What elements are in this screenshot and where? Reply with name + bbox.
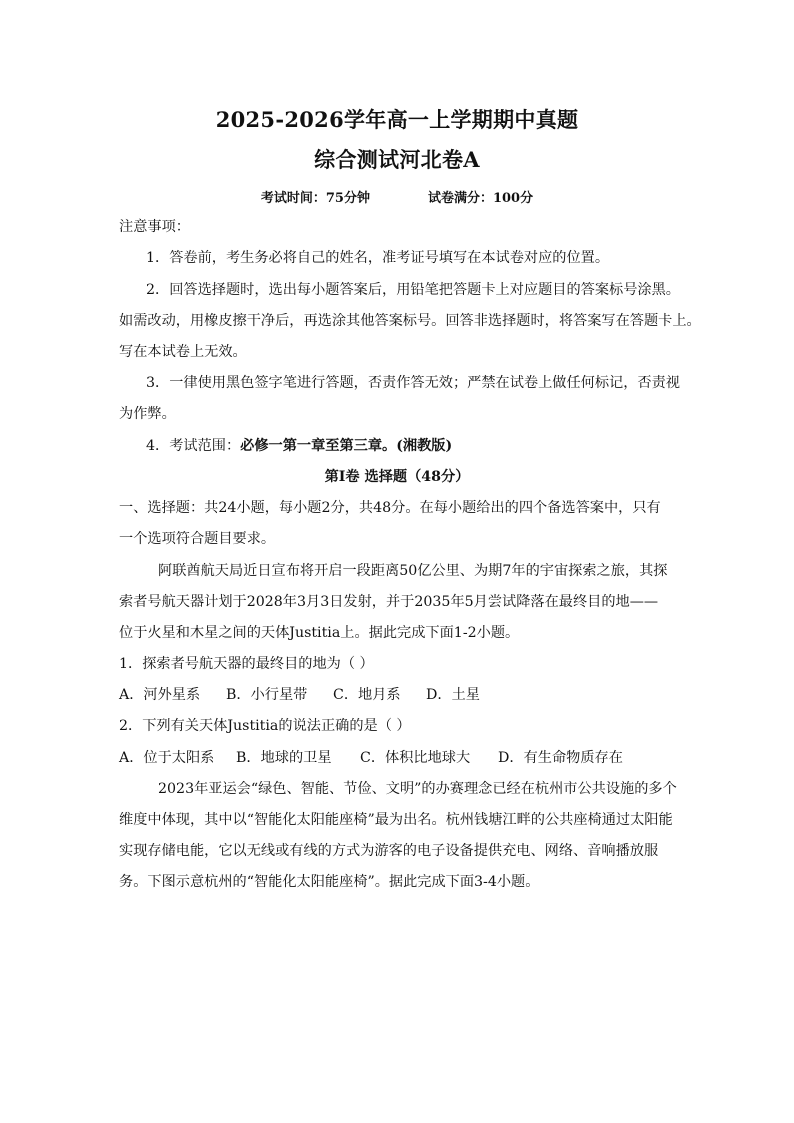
passage-2-line-2: 维度中体现，其中以“智能化太阳能座椅”最为出名。杭州钱塘江畔的公共座椅通过太阳能 (119, 812, 673, 828)
section-intro-line-2: 一个选项符合题目要求。 (119, 531, 276, 547)
exam-meta (0, 187, 794, 206)
passage-2-line-1: 2023年亚运会“绿色、智能、节俭、文明”的办赛理念已经在杭州市公共设施的多个 (158, 781, 677, 797)
note-4 (146, 438, 706, 455)
exam-subtitle: 综合测试河北卷A (314, 147, 480, 172)
question-2-options (119, 750, 679, 767)
note-1: 1．答卷前，考生务必将自己的姓名，准考证号填写在本试卷对应的位置。 (146, 250, 610, 266)
note-2-line-3: 写在本试卷上无效。 (119, 344, 247, 360)
option: A．位于太阳系 (119, 750, 215, 766)
passage-1-line-3: 位于火星和木星之间的天体Justitia上。据此完成下面1-2小题。 (119, 625, 520, 641)
exam-title: 2025-2026学年高一上学期期中真题 (215, 107, 579, 132)
note-2-line-2: 如需改动，用橡皮擦干净后，再选涂其他答案标号。回答非选择题时，将答案写在答题卡上。 (119, 313, 701, 329)
note-3-line-2: 为作弊。 (119, 406, 176, 422)
note-4-scope: 必修一第一章至第三章。(湘教版) (240, 438, 453, 454)
option: C．地月系 (333, 687, 401, 703)
option: C．体积比地球大 (360, 750, 471, 766)
note-3-line-1: 3．一律使用黑色签字笔进行答题，否责作答无效；严禁在试卷上做任何标记，否责视 (146, 375, 680, 391)
option: D．土星 (426, 687, 480, 703)
passage-2-line-3: 实现存储电能，它以无线或有线的方式为游客的电子设备提供充电、网络、音响播放服 (119, 843, 659, 859)
passage-1-line-2: 索者号航天器计划于2028年3月3日发射，并于2035年5月尝试降落在最终目的地—— (119, 594, 659, 610)
option: B．小行星带 (226, 687, 308, 703)
section-heading: 第Ⅰ卷 选择题（48分） (324, 469, 470, 485)
exam-time: 考试时间：75分钟 (260, 191, 370, 206)
note-4-prefix: 4．考试范围： (146, 438, 241, 454)
option: A．河外星系 (119, 687, 201, 703)
option: B．地球的卫星 (236, 750, 332, 766)
option: D．有生命物质存在 (498, 750, 623, 766)
passage-2-line-4: 务。下图示意杭州的“智能化太阳能座椅”。据此完成下面3-4小题。 (119, 874, 540, 890)
question-1-options (119, 687, 679, 704)
question-1-stem: 1．探索者号航天器的最终目的地为（ ） (119, 656, 374, 672)
note-2-line-1: 2．回答选择题时，选出每小题答案后，用铅笔把答题卡上对应题目的答案标号涂黑。 (146, 282, 680, 298)
passage-1-line-1: 阿联酋航天局近日宣布将开启一段距离50亿公里、为期7年的宇宙探索之旅，其探 (158, 563, 668, 579)
full-score: 试卷满分：100分 (427, 191, 534, 206)
question-2-stem: 2．下列有关天体Justitia的说法正确的是（ ） (119, 718, 411, 734)
section-intro-line-1: 一、选择题：共24小题，每小题2分，共48分。在每小题给出的四个备选答案中，只有 (119, 500, 661, 516)
notes-heading: 注意事项： (119, 219, 190, 235)
